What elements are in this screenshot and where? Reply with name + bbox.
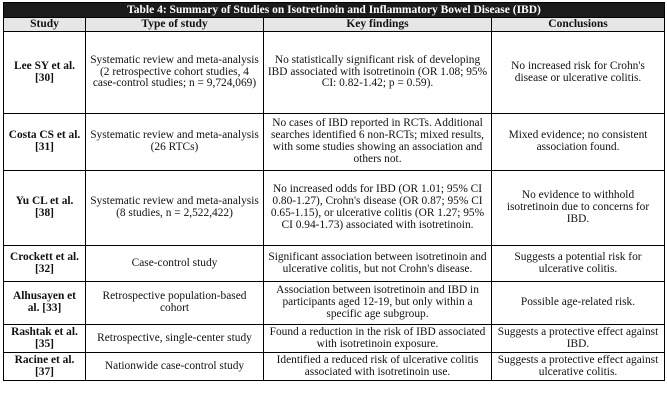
findings-cell: Identified a reduced risk of ulcerative colitis associated with isotretinoin use. xyxy=(264,353,492,381)
study-cell: Lee SY et al. [30] xyxy=(4,32,86,114)
type-cell: Systematic review and meta-analysis (26 RTCs) xyxy=(86,114,264,171)
table-row xyxy=(4,325,665,353)
type-cell: Systematic review and meta-analysis (8 studies, n = 2,522,422) xyxy=(86,171,264,246)
column-header-findings: Key findings xyxy=(264,18,492,32)
column-header-study: Study xyxy=(4,18,86,32)
findings-cell: Significant association between isotretinoin and ulcerative colitis, but not Crohn's disease. xyxy=(264,246,492,282)
type-cell: Case-control study xyxy=(86,246,264,282)
table-row xyxy=(4,246,665,282)
summary-table-container xyxy=(3,2,664,381)
study-cell: Alhusayen et al. [33] xyxy=(4,282,86,325)
study-cell: Rashtak et al. [35] xyxy=(4,325,86,353)
table-row xyxy=(4,32,665,114)
study-cell: Racine et al. [37] xyxy=(4,353,86,381)
conclusion-cell: No increased risk for Crohn's disease or ulcerative colitis. xyxy=(492,32,665,114)
column-header-conclusions: Conclusions xyxy=(492,18,665,32)
conclusion-cell: Mixed evidence; no consistent association found. xyxy=(492,114,665,171)
table-title: Table 4: Summary of Studies on Isotretinoin and Inflammatory Bowel Disease (IBD) xyxy=(4,3,665,18)
conclusion-cell: Suggests a protective effect against ulcerative colitis. xyxy=(492,353,665,381)
findings-cell: No cases of IBD reported in RCTs. Additional searches identified 6 non-RCTs; mixed results, with some studies showing an association and others not. xyxy=(264,114,492,171)
conclusion-cell: Suggests a protective effect against IBD. xyxy=(492,325,665,353)
table-row xyxy=(4,353,665,381)
conclusion-cell: Suggests a potential risk for ulcerative colitis. xyxy=(492,246,665,282)
findings-cell: No increased odds for IBD (OR 1.01; 95% CI 0.80-1.27), Crohn's disease (OR 0.87; 95% CI 0.65-1.15), or ulcerative colitis (OR 1.27; 95% CI 0.94-1.73) associated with isotretinoin. xyxy=(264,171,492,246)
conclusion-cell: No evidence to withhold isotretinoin due to concerns for IBD. xyxy=(492,171,665,246)
study-cell: Yu CL et al. [38] xyxy=(4,171,86,246)
table-row xyxy=(4,171,665,246)
type-cell: Systematic review and meta-analysis (2 retrospective cohort studies, 4 case-control studies; n = 9,724,069) xyxy=(86,32,264,114)
findings-cell: Found a reduction in the risk of IBD associated with isotretinoin exposure. xyxy=(264,325,492,353)
type-cell: Retrospective population-based cohort xyxy=(86,282,264,325)
findings-cell: No statistically significant risk of developing IBD associated with isotretinoin (OR 1.08; 95% CI: 0.82-1.42; p = 0.59). xyxy=(264,32,492,114)
type-cell: Nationwide case-control study xyxy=(86,353,264,381)
table-caption-row xyxy=(4,3,665,18)
column-header-type: Type of study xyxy=(86,18,264,32)
study-cell: Crockett et al. [32] xyxy=(4,246,86,282)
findings-cell: Association between isotretinoin and IBD in participants aged 12-19, but only within a specific age subgroup. xyxy=(264,282,492,325)
type-cell: Retrospective, single-center study xyxy=(86,325,264,353)
study-cell: Costa CS et al. [31] xyxy=(4,114,86,171)
conclusion-cell: Possible age-related risk. xyxy=(492,282,665,325)
summary-table xyxy=(3,2,665,381)
table-header-row xyxy=(4,18,665,32)
table-row xyxy=(4,114,665,171)
table-row xyxy=(4,282,665,325)
